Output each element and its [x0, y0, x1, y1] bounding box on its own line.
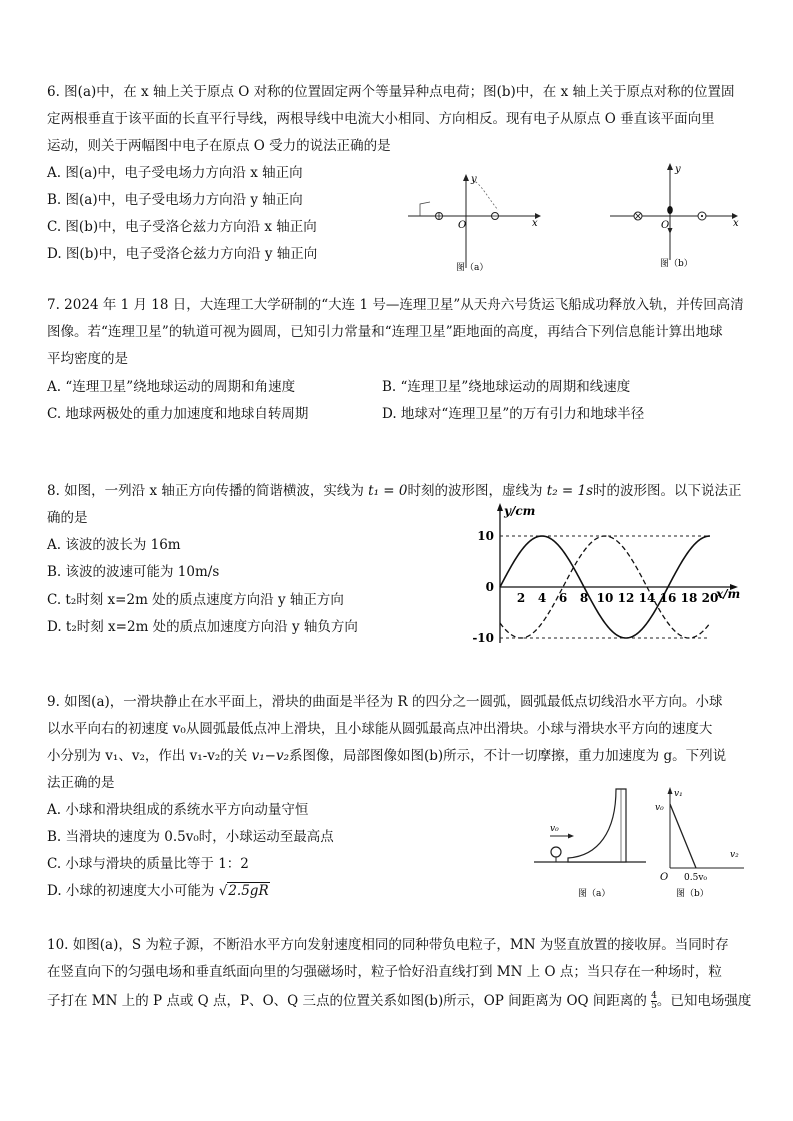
q10-stem-part-2: 。已知电场强度 — [656, 993, 752, 1009]
q8-x-axis-label: x/m — [716, 587, 741, 601]
q6a-x-label: x — [532, 218, 538, 229]
q9a-v0-label: v₀ — [550, 824, 559, 834]
q8-x-tick-6: 6 — [558, 591, 568, 605]
q9-stem-line-4: 法正确的是 — [47, 775, 115, 791]
q6-stem-line-2: 定两根垂直于该平面的长直平行导线，两根导线中电流大小相同、方向相反。现有电子从原点 O 垂直该平面向里 — [47, 111, 715, 127]
q9-stem-line-3 — [47, 747, 726, 765]
q6-option-d: D. 图(b)中，电子受洛仑兹力方向沿 y 轴正向 — [47, 246, 318, 262]
q8-y-axis-arrow — [497, 503, 503, 511]
q8-x-tick-14: 14 — [638, 591, 656, 605]
q8-t2: t₂ = 1s — [546, 483, 594, 499]
q6b-caption: 图（b） — [660, 259, 693, 269]
q6-figure-b — [600, 160, 750, 272]
q9b-tick-label: 0.5v₀ — [684, 873, 708, 883]
q8-x-tick-8: 8 — [579, 591, 589, 605]
q6-stem-line-1: 6. 图(a)中，在 x 轴上关于原点 O 对称的位置固定两个等量异种点电荷；图(b)中，在 x 轴上关于原点对称的位置固 — [47, 84, 735, 100]
q10-fraction-denominator: 5 — [651, 1001, 657, 1011]
q10-fraction-numerator: 4 — [651, 991, 657, 1001]
q9-stem-line-1: 9. 如图(a)，一滑块静止在水平面上，滑块的曲面是半径为 R 的四分之一圆弧，圆弧最低点切线沿水平方向。小球 — [47, 694, 723, 710]
q10-stem-line-3 — [47, 992, 751, 1011]
q9-option-a: A. 小球和滑块组成的系统水平方向动量守恒 — [47, 802, 309, 818]
q6a-field-line-left — [420, 202, 430, 216]
q9b-origin-label: O — [660, 872, 669, 883]
q6b-y-arrow — [667, 163, 673, 170]
q9-stem-part-1: 小分别为 v₁、v₂，作出 v₁-v₂的关 — [47, 748, 252, 764]
q7-option-b: B. “连理卫星”绕地球运动的周期和线速度 — [382, 379, 631, 395]
q6-stem-line-3: 运动，则关于两幅图中电子在原点 O 受力的说法正确的是 — [47, 138, 391, 154]
q10-stem-line-1: 10. 如图(a)，S 为粒子源，不断沿水平方向发射速度相同的同种带负电粒子，MN 为竖直放置的接收屏。当同时存 — [47, 937, 729, 953]
q7-option-d: D. 地球对“连理卫星”的万有引力和地球半径 — [382, 406, 645, 422]
q9-figure-b — [652, 784, 752, 902]
q6a-caption: 图（a） — [456, 263, 489, 273]
q6-figure-a — [400, 168, 550, 276]
q9a-slider-block — [568, 789, 626, 862]
q9a-caption: 图（a） — [578, 889, 611, 899]
q8-x-tick-12: 12 — [617, 591, 635, 605]
q9b-v1-label: v₁ — [674, 789, 683, 799]
q8-x-tick-4: 4 — [537, 591, 547, 605]
q7-stem-line-3: 平均密度的是 — [47, 351, 128, 367]
q9-option-d-text: D. 小球的初速度大小可能为 — [47, 883, 219, 899]
q9-option-d — [47, 882, 270, 900]
q6b-x-label: x — [733, 218, 739, 229]
q8-stem-part-1: 8. 如图，一列沿 x 轴正方向传播的简谐横波，实线为 — [47, 483, 369, 499]
q6-option-c: C. 图(b)中，电子受洛仑兹力方向沿 x 轴正向 — [47, 219, 317, 235]
q8-stem-line-2: 确的是 — [47, 510, 88, 526]
q8-x-tick-2: 2 — [516, 591, 526, 605]
q9-option-b: B. 当滑块的速度为 0.5v₀时，小球运动至最高点 — [47, 829, 334, 845]
q10-stem-part-1: 子打在 MN 上的 P 点或 Q 点，P、O、Q 三点的位置关系如图(b)所示，OP 间距离为 OQ 间距离的 — [47, 993, 652, 1009]
q9b-graph-line — [670, 804, 696, 868]
q9b-v2-label: v₂ — [730, 850, 739, 860]
q8-stem-line-1 — [47, 482, 742, 500]
q8-x-tick-20: 20 — [701, 591, 719, 605]
q8-x-tick-18: 18 — [680, 591, 698, 605]
q8-y-tick-0: 0 — [485, 580, 494, 594]
q9-stem-line-2: 以水平向右的初速度 v₀从圆弧最低点冲上滑块，且小球能从圆弧最高点冲出滑块。小球与滑块水平方向的速度大 — [47, 721, 713, 737]
q6-option-b: B. 图(a)中，电子受电场力方向沿 y 轴正向 — [47, 192, 303, 208]
q8-x-tick-10: 10 — [596, 591, 614, 605]
q9-option-c: C. 小球与滑块的质量比等于 1：2 — [47, 856, 249, 872]
q9-stem-part-2: 系图像，局部图像如图(b)所示，不计一切摩擦，重力加速度为 g。下列说 — [288, 748, 727, 764]
q10-stem-line-2: 在竖直向下的匀强电场和垂直纸面向里的匀强磁场时，粒子恰好沿直线打到 MN 上 O 点；当只存在一种场时，粒 — [47, 964, 722, 980]
q8-x-tick-16: 16 — [659, 591, 677, 605]
q6b-origin-label: O — [661, 220, 670, 231]
q6a-y-label: y — [471, 174, 477, 185]
q6a-y-arrow — [463, 174, 469, 181]
q7-stem-line-2: 图像。若“连理卫星”的轨道可视为圆周，已知引力常量和“连理卫星”距地面的高度，再结合下列信息能计算出地球 — [47, 324, 723, 340]
q8-option-d: D. t₂时刻 x=2m 处的质点加速度方向沿 y 轴负方向 — [47, 619, 358, 635]
q8-y-axis-label: y/cm — [504, 504, 536, 518]
q8-option-a: A. 该波的波长为 16m — [47, 537, 181, 553]
q6b-electron — [667, 206, 673, 214]
q9-sqrt-sign: √ — [218, 883, 228, 899]
q8-option-c: C. t₂时刻 x=2m 处的质点速度方向沿 y 轴正方向 — [47, 592, 344, 608]
q9a-ball — [551, 847, 561, 857]
q8-option-b: B. 该波的波速可能为 10m/s — [47, 564, 220, 580]
q9-sqrt-radicand: 2.5gR — [228, 883, 269, 899]
q7-option-a: A. “连理卫星”绕地球运动的周期和角速度 — [47, 379, 296, 395]
q8-stem-part-2: 时刻的波形图，虚线为 — [407, 483, 547, 499]
q8-wave-chart — [462, 500, 752, 645]
q9b-caption: 图（b） — [676, 889, 709, 899]
q7-option-c: C. 地球两极处的重力加速度和地球自转周期 — [47, 406, 309, 422]
q8-y-tick-10: 10 — [477, 529, 494, 543]
q9-math-v1-v2: v₁−v₂ — [251, 748, 289, 764]
q8-stem-part-3: 时的波形图。以下说法正 — [593, 483, 742, 499]
q9b-v0-label: v₀ — [655, 803, 664, 813]
q8-t1: t₁ = 0 — [368, 483, 408, 499]
q8-y-tick--10: -10 — [472, 631, 494, 645]
q6-option-a: A. 图(a)中，电子受电场力方向沿 x 轴正向 — [47, 165, 303, 181]
q6b-y-label: y — [675, 164, 681, 175]
q9-figure-a — [530, 784, 652, 902]
q6a-origin-label: O — [458, 220, 467, 231]
q7-stem-line-1: 7. 2024 年 1 月 18 日，大连理工大学研制的“大连 1 号—连理卫星”从天舟六号货运飞船成功释放入轨，并传回高清 — [47, 297, 744, 313]
